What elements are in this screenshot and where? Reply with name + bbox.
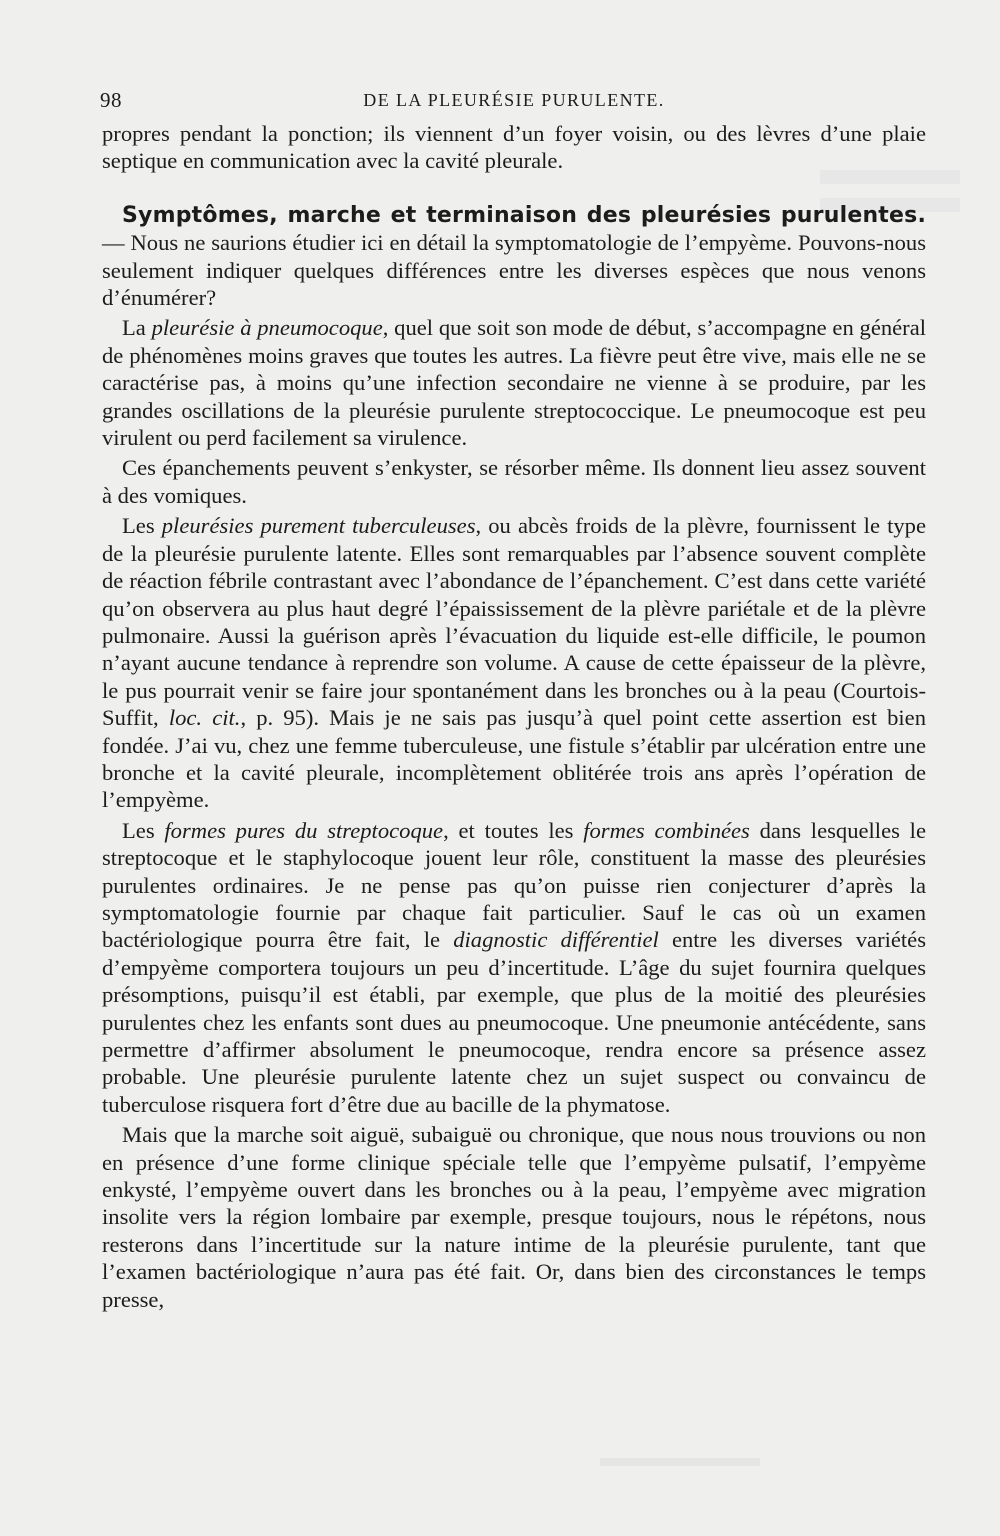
paragraph-text: Les [122, 817, 165, 843]
italic-term: pleurésie à pneumocoque [151, 315, 383, 341]
italic-term: formes pures du streptocoque [164, 817, 444, 843]
running-head [100, 88, 928, 118]
paragraph-text: Les [122, 513, 162, 539]
paragraph-text: La [122, 315, 152, 341]
section-heading: Symptômes, marche et terminaison des pleurésies purulentes. [122, 202, 926, 228]
paragraph-continuation [102, 120, 926, 175]
paragraph-tuberculeuses [102, 512, 926, 813]
paragraph-text: propres pendant la ponction; ils viennent d’un foyer voisin, ou des lèvres d’une plaie septique en communication avec la cavité pleurale. [102, 121, 926, 174]
paragraph-epanchements [102, 454, 926, 509]
running-title: DE LA PLEURÉSIE PURULENTE. [363, 90, 665, 110]
paragraph-text: , ou abcès froids de la plèvre, fournissent le type de la pleurésie purulente latente. Elles sont remarquables par l’absence souvent complète de réaction fébrile contrastant avec l’abondance de l’épanchement. C’est dans cette variété qu’on observera au plus haut degré l’épaississement de la plèvre pariétale et de la plèvre pulmonaire. Aussi la guérison après l’évacuation du liquide est-elle difficile, le poumon n’ayant aucune tendance à reprendre son volume. A cause de cette épaisseur de la plèvre, le pus pourrait venir se faire jour spontanément dans les bronches ou à la peau (Courtois-Suffit, [102, 513, 926, 731]
paragraph-text: , p. 95). Mais je ne sais pas jusqu’à quel point cette assertion est bien fondée. J’ai vu, chez une femme tuberculeuse, une fistule s’établir par ulcération entre une bronche et la cavité pleurale, incomplètement oblitérée trois ans après l’opération de l’empyème. [102, 705, 927, 813]
body-text [102, 120, 926, 1313]
italic-term: diagnostic différentiel [453, 927, 659, 953]
paragraph-streptocoque [102, 817, 926, 1118]
paragraph-text: — Nous ne saurions étudier ici en détail la symptomatologie de l’empyème. Pouvons-nous seulement indiquer quelques différences entre les diverses espèces que nous venons d’énumérer? [102, 230, 926, 311]
italic-term: pleurésies purement tuberculeuses [161, 513, 476, 539]
paragraph-text: dans lesquelles le streptocoque et le staphylocoque jouent leur rôle, constituent la masse des pleurésies purulentes ordinaires. Je ne pense pas qu’on puisse rien conjecturer d’après la symptomatologie fournie par chaque fait particulier. Sauf le cas où un examen bactériologique pourra être fait, le [102, 817, 926, 953]
paragraph-text: , quel que soit son mode de début, s’accompagne en général de phénomènes moins graves que toutes les autres. La fièvre peut être vive, mais elle ne se caractérise pas, à moins qu’une infection secondaire ne vienne à se produire, par les grandes oscillations de la pleurésie purulente streptococcique. Le pneumocoque est peu virulent ou perd facilement sa virulence. [102, 315, 927, 451]
italic-citation: loc. cit. [168, 705, 241, 731]
paragraph-pneumocoque [102, 314, 926, 451]
paragraph-text: entre les diverses variétés d’empyème comportera toujours un peu d’incertitude. L’âge du sujet fournira quelques présomptions, puisqu’il est établi, par exemple, que plus de la moitié des pleurésies purulentes chez les enfants sont dues au pneumocoque. Une pneumonie antécédente, sans permettre d’affirmer absolument le pneumocoque, rendra encore sa présence assez probable. Une pleurésie purulente latente chez un sujet suspect ou convaincu de tuberculose risquera fort d’être due au bacille de la phymatose. [102, 927, 926, 1117]
section-paragraph [102, 201, 926, 312]
paragraph-marche [102, 1121, 926, 1313]
paragraph-text: Mais que la marche soit aiguë, subaiguë ou chronique, que nous nous trouvions ou non en présence d’une forme clinique spéciale telle que l’empyème pulsatif, l’empyème enkysté, l’empyème ouvert dans les bronches ou à la peau, l’empyème avec migration insolite vers la région lombaire par exemple, presque toujours, nous le répétons, nous resterons dans l’incertitude sur la nature intime de la pleurésie purulente, tant que l’examen bactériologique n’aura pas été fait. Or, dans bien des circonstances le temps presse, [102, 1122, 926, 1312]
paragraph-text: , et toutes les [443, 817, 584, 843]
page-number: 98 [100, 88, 122, 112]
show-through-mark [600, 1458, 760, 1466]
italic-term: formes combinées [583, 817, 750, 843]
paragraph-text: Ces épanchements peuvent s’enkyster, se résorber même. Ils donnent lieu assez souvent à des vomiques. [102, 455, 926, 508]
